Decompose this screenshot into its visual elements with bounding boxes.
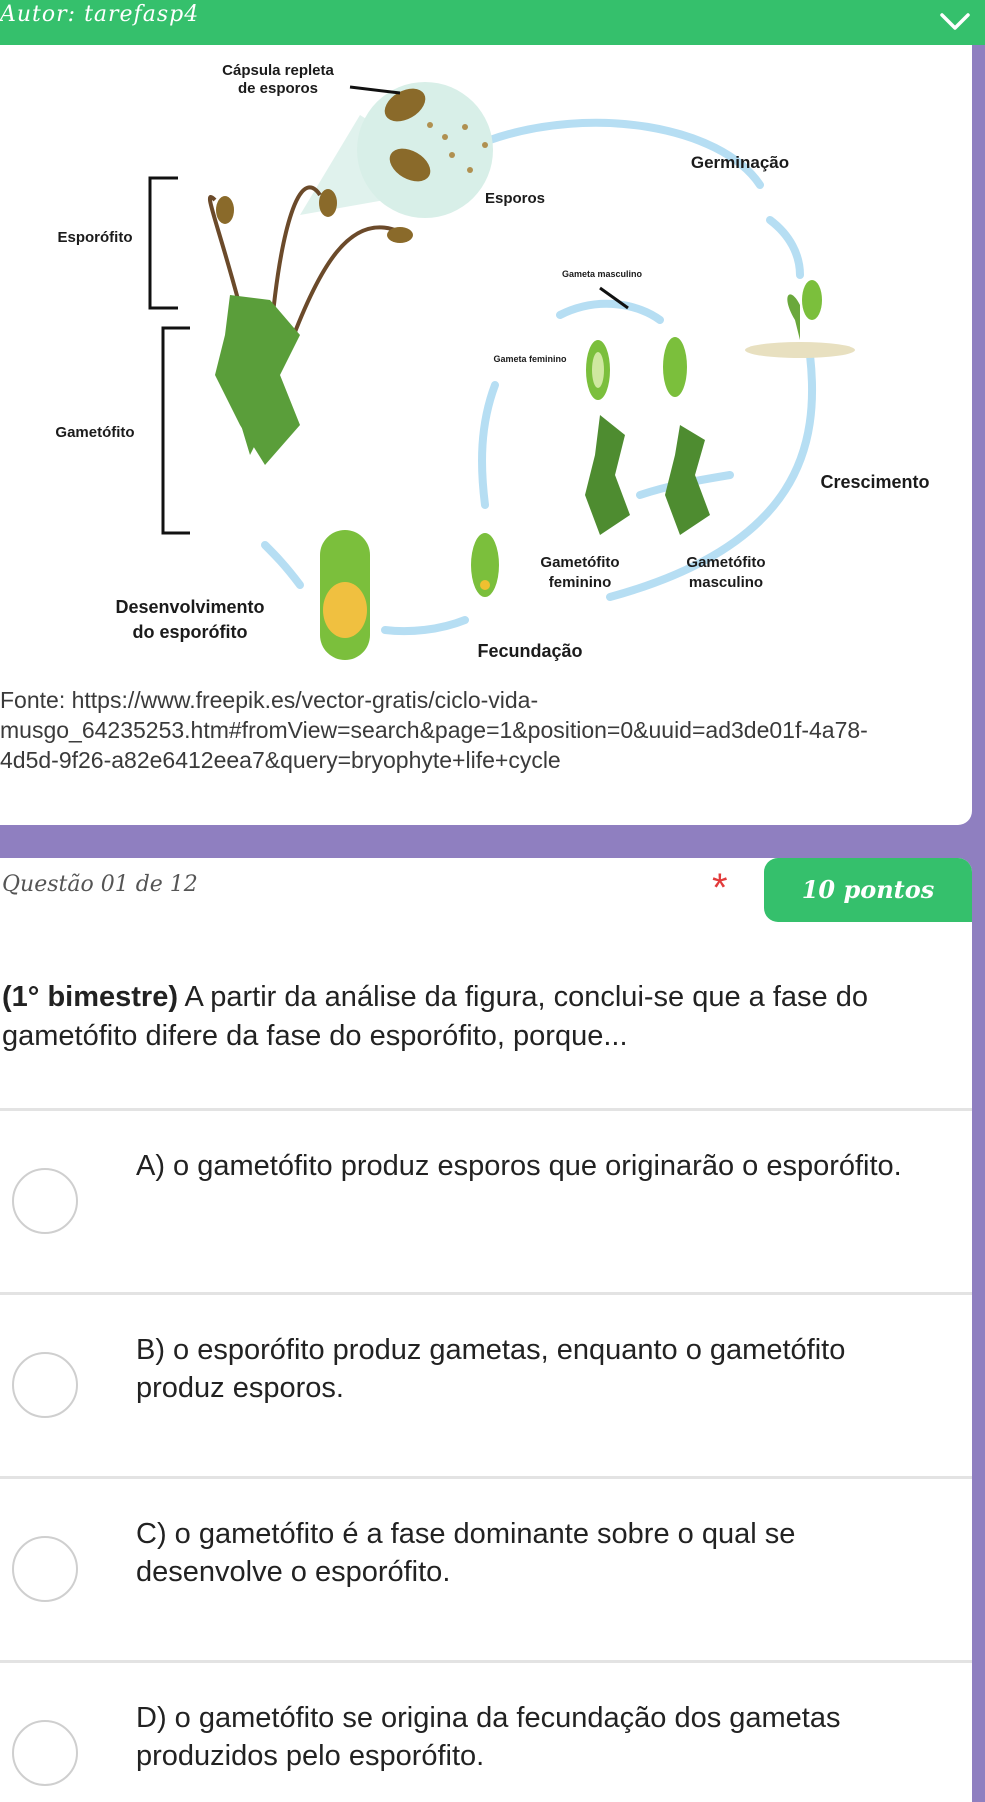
top-bar	[0, 0, 985, 45]
label-gametofito-feminino-2: feminino	[548, 574, 612, 591]
label-esporofito: Esporófito	[57, 229, 133, 246]
label-gameta-masculino: Gameta masculino	[561, 269, 643, 279]
label-gameta-feminino: Gameta feminino	[493, 354, 567, 364]
figure-card	[0, 45, 972, 825]
germinating-plant	[745, 280, 855, 358]
gametophyte-tufts	[215, 295, 300, 465]
option-label[interactable]: B) o esporófito produz gametas, enquanto o gametófito produz esporos.	[136, 1334, 846, 1404]
moss-life-cycle-diagram	[0, 45, 972, 685]
question-number: Questão 01 de 12	[2, 872, 198, 897]
label-desenvolvimento-2: do esporófito	[132, 622, 248, 642]
label-gametofito-feminino-1: Gametófito	[540, 554, 620, 571]
radio-button[interactable]	[12, 1720, 78, 1786]
question-prefix: (1° bimestre)	[2, 981, 178, 1013]
image-source	[0, 685, 972, 775]
label-capsula-2: de esporos	[237, 80, 319, 97]
label-fecundacao: Fecundação	[477, 641, 583, 661]
option-b[interactable]	[0, 1295, 972, 1476]
option-label[interactable]: A) o gametófito produz esporos que originarão o esporófito.	[136, 1150, 902, 1182]
label-crescimento: Crescimento	[820, 472, 930, 492]
question-text	[2, 978, 962, 1056]
radio-button[interactable]	[12, 1536, 78, 1602]
moss-small-plants	[585, 415, 710, 535]
label-desenvolvimento-1: Desenvolvimento	[115, 597, 265, 617]
label-germinacao: Germinação	[690, 153, 790, 172]
option-label[interactable]: C) o gametófito é a fase dominante sobre o qual se desenvolve o esporófito.	[136, 1518, 796, 1588]
label-esporos: Esporos	[484, 190, 546, 207]
option-c[interactable]	[0, 1479, 972, 1660]
required-mark: *	[712, 866, 728, 910]
author-label: Autor: tarefasp4	[0, 2, 200, 27]
label-gametofito-masculino-1: Gametófito	[686, 554, 766, 571]
radio-button[interactable]	[12, 1168, 78, 1234]
option-a[interactable]	[0, 1111, 972, 1292]
source-line-3: 4d5d-9f26-a82e6412eea7&query=bryophyte+life+cycle	[0, 747, 561, 773]
question-card	[0, 858, 972, 1802]
label-capsula-1: Cápsula repleta	[222, 62, 334, 79]
source-line-2: musgo_64235253.htm#fromView=search&page=1&position=0&uuid=ad3de01f-4a78-	[0, 717, 868, 743]
chevron-down-icon[interactable]	[939, 6, 971, 34]
radio-button[interactable]	[12, 1352, 78, 1418]
option-d[interactable]	[0, 1663, 972, 1802]
label-gametofito-masculino-2: masculino	[688, 574, 764, 591]
source-line-1: Fonte: https://www.freepik.es/vector-gratis/ciclo-vida-	[0, 687, 539, 713]
option-label[interactable]: D) o gametófito se origina da fecundação dos gametas produzidos pelo esporófito.	[136, 1702, 841, 1772]
points-badge: 10 pontos	[764, 858, 972, 922]
question-body: A partir da análise da figura, conclui-se que a fase do gametófito difere da fase do esporófito, porque...	[2, 981, 868, 1052]
label-gametofito: Gametófito	[55, 424, 135, 441]
